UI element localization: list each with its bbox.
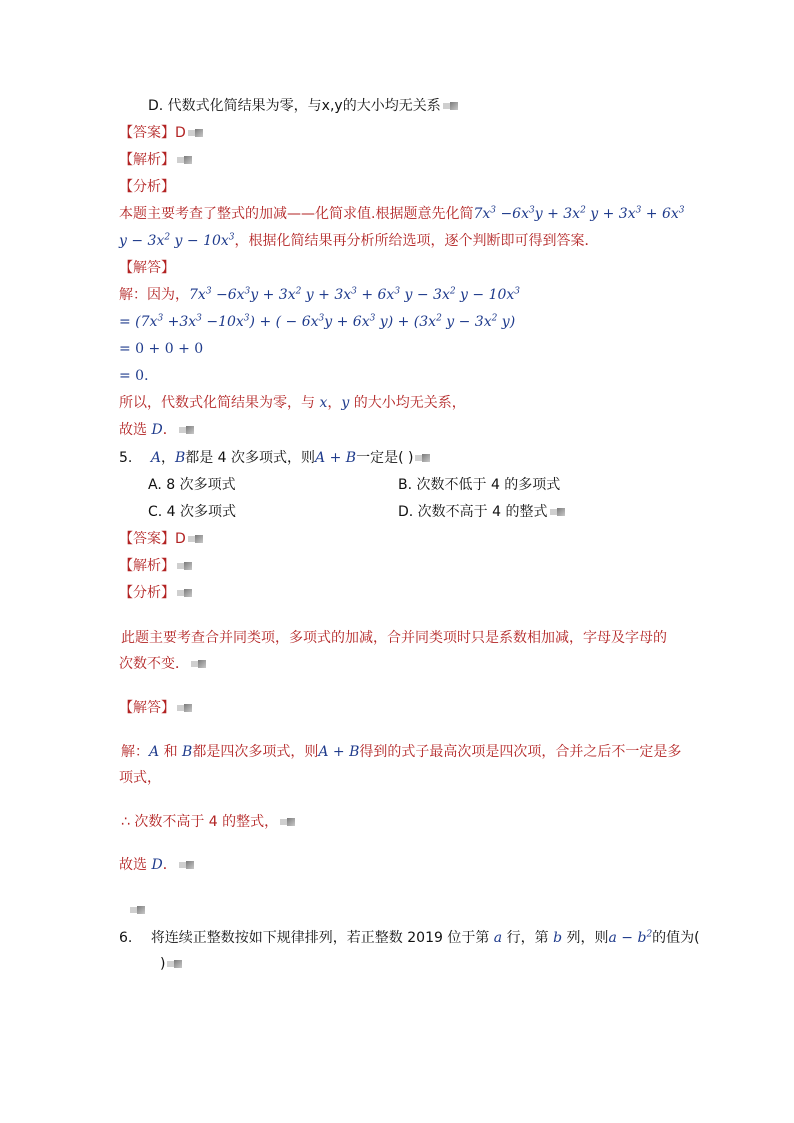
anchor-mark-icon [130, 905, 146, 915]
q4-answer [119, 123, 204, 143]
q6-stem-text: 将连续正整数按如下规律排列，若正整数 2019 位于第 [150, 930, 490, 946]
q4-analysis-text: 【解析】 [119, 152, 175, 168]
q5-fenxi-body2-text: 次数不变． [119, 656, 189, 672]
q5-therefore-text: ∴ 次数不高于 4 的整式， [121, 814, 279, 830]
q4-solution-line1: 解：因为，$7x^3 -6x^3y + 3x^2$ $y + 3x^3 + 6x^3$ $y - 3x^2$ $y - 10x^3$ [119, 286, 521, 303]
q4-solution-line4: = 0． [119, 368, 159, 384]
q4-choose: 故选 D． [119, 420, 195, 440]
q5-number: 5. [119, 450, 133, 466]
q4-answer-text: 【答案】D [119, 125, 186, 141]
q6-stem-close: ) [160, 956, 166, 972]
q5-option-b: B. 次数不低于 4 的多项式 [398, 477, 561, 493]
anchor-mark-icon [443, 101, 459, 111]
q6-stem-d: 的值为( [652, 930, 700, 946]
q4-fenxi-line1: 本题主要考查了整式的加减——化简求值.根据题意先化简$7x^3 -6x^3y + 3x^2$ $y + 3x^3 + 6x^3$ [119, 205, 685, 222]
anchor-mark-icon [167, 959, 183, 969]
q5-sol-prefix: 解： [121, 744, 149, 760]
q4-solution-intro: 解：因为， [119, 287, 189, 303]
q5-option-a: A. 8 次多项式 [148, 477, 236, 493]
q5-choose-text: 故选 [119, 857, 147, 873]
q4-fenxi-line1-text: 本题主要考查了整式的加减——化简求值.根据题意先化简 [119, 206, 474, 222]
anchor-mark-icon [177, 155, 193, 165]
q4-conclusion-text: 所以，代数式化简结果为零，与 [119, 395, 315, 411]
q5-jieda-heading [119, 698, 193, 718]
q5-sol-mid: 都是四次多项式，则 [192, 744, 319, 760]
q4-fenxi-heading: 【分析】 [119, 179, 175, 195]
anchor-mark-icon [188, 534, 204, 544]
q4-fenxi-line2: $y - 3x^2$ $y - 10x^3$，根据化简结果再分析所给选项，逐个判断即可得到答案． [119, 232, 599, 249]
q5-analysis-text: 【解析】 [119, 558, 175, 574]
q5-sol-and: 和 [163, 744, 178, 760]
q5-fenxi-body2 [119, 654, 207, 674]
anchor-mark-icon [188, 128, 204, 138]
anchor-mark-icon [415, 453, 431, 463]
q5-option-d-text: D. 次数不高于 4 的整式 [398, 504, 548, 520]
q5-option-d [398, 502, 566, 522]
anchor-mark-icon [191, 659, 207, 669]
q5-therefore [121, 812, 296, 832]
q5-stem-end: 一定是( ) [356, 450, 414, 466]
q6-stem-b: 行，第 [506, 930, 549, 946]
anchor-mark-icon [177, 588, 193, 598]
q5-answer-text: 【答案】D [119, 531, 186, 547]
q6-stem-line2 [160, 954, 183, 974]
q5-fenxi-body1: 此题主要考查合并同类项，多项式的加减，合并同类项时只是系数相加减，字母及字母的 [121, 630, 667, 646]
q4-option-d [148, 96, 459, 116]
q5-option-c: C. 4 次多项式 [148, 504, 237, 520]
q4-option-d-text: D. 代数式化简结果为零，与x,y的大小均无关系 [148, 98, 441, 114]
q4-jieda-heading: 【解答】 [119, 260, 175, 276]
q4-choose-text: 故选 [119, 422, 147, 438]
anchor-mark-icon [177, 703, 193, 713]
q4-solution-line3: = 0 + 0 + 0 [119, 341, 204, 357]
anchor-mark-icon [280, 817, 296, 827]
q4-conclusion: 所以，代数式化简结果为零，与 x，y 的大小均无关系， [119, 395, 466, 411]
q6-stem-line1: 6. 将连续正整数按如下规律排列，若正整数 2019 位于第 a 行，第 b 列，则$a - b^2$的值为( [119, 929, 700, 946]
anchor-mark-icon [550, 507, 566, 517]
q4-solution-line2: = $(7x^3 +3x^3 -10x^3)$ + ( − $6x^3y + 6x^3$ $y) + (3x^2$ $y - 3x^2$ y) [119, 313, 516, 330]
q5-fenxi-heading [119, 583, 193, 603]
q6-stem-c: 列，则 [566, 930, 609, 946]
q4-fenxi-line2-text: ，根据化简结果再分析所给选项，逐个判断即可得到答案． [234, 233, 599, 249]
anchor-mark-icon [177, 561, 193, 571]
q5-choose: 故选 D． [119, 855, 195, 875]
q6-number: 6. [119, 930, 133, 946]
anchor-mark-icon [179, 425, 195, 435]
standalone-mark [128, 900, 146, 920]
q5-solution-line1: 解：A 和 B都是四次多项式，则A + B得到的式子最高次项是四次项，合并之后不一定是多 [121, 744, 682, 760]
q4-conclusion-tail: 的大小均无关系， [353, 395, 466, 411]
q5-answer [119, 529, 204, 549]
q4-analysis-heading [119, 150, 193, 170]
q5-fenxi-text: 【分析】 [119, 585, 175, 601]
q5-solution-line2: 项式， [119, 770, 161, 786]
q5-stem: 5. A，B都是 4 次多项式，则A + B一定是( ) [119, 448, 431, 468]
q5-sol-tail: 得到的式子最高次项是四次项，合并之后不一定是多 [359, 744, 682, 760]
q5-jieda-text: 【解答】 [119, 700, 175, 716]
anchor-mark-icon [179, 860, 195, 870]
q5-stem-text: 都是 4 次多项式，则 [185, 450, 316, 466]
q5-analysis-heading [119, 556, 193, 576]
